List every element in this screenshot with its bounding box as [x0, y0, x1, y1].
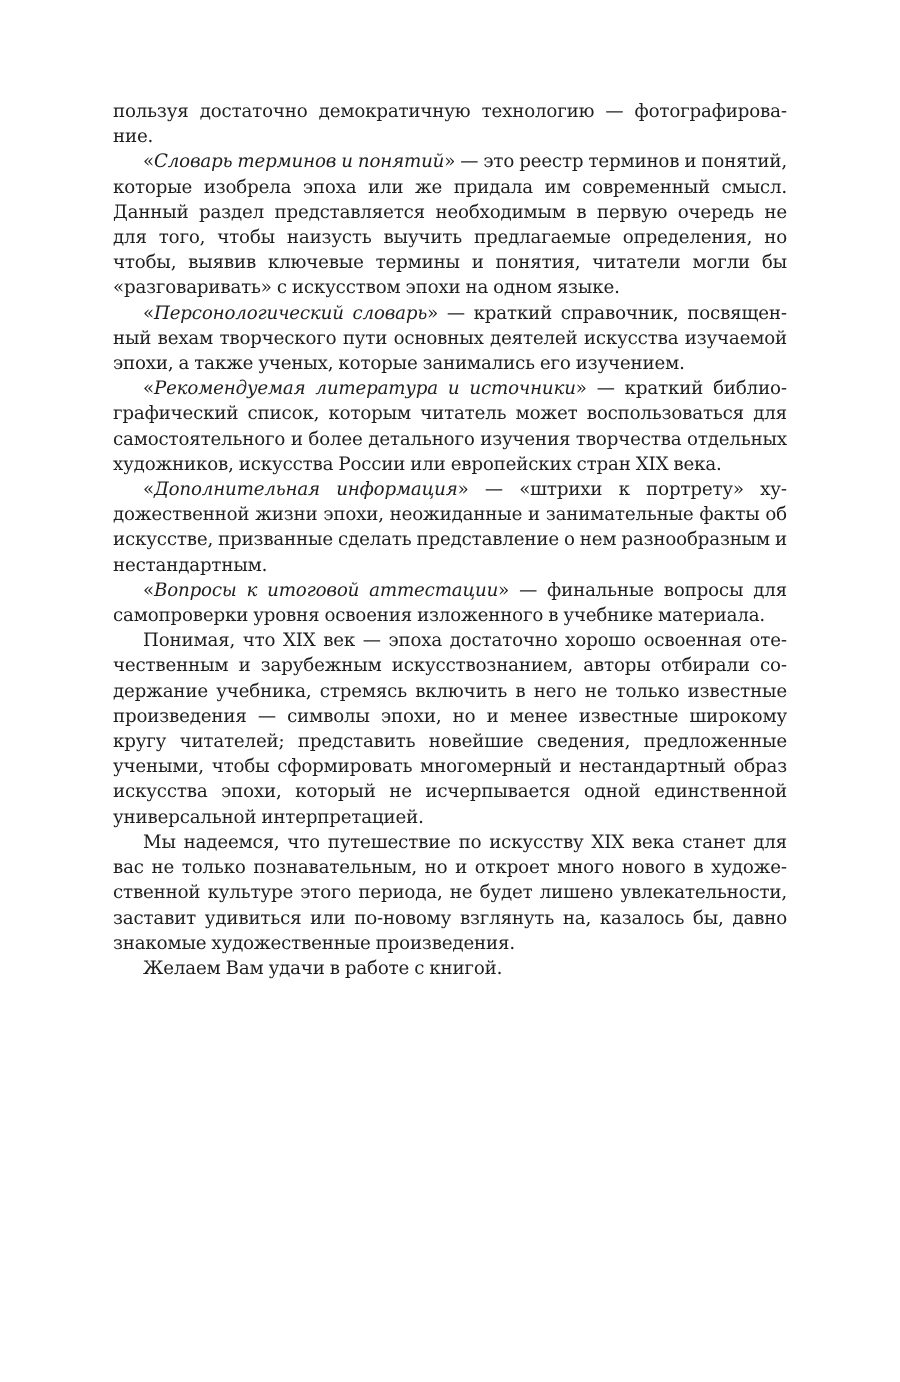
section-term-additional-info: Дополнительная информация	[153, 479, 458, 501]
close-quote: »	[444, 151, 456, 173]
paragraph-understanding	[113, 628, 787, 830]
close-quote: »	[457, 479, 469, 501]
paragraph-text: — «штрихи к портрету» художественной жизни эпохи, неожиданные и занимательные факты об искусстве, призванные сделать представление о нем разнообразным и нестандартным.	[113, 479, 788, 576]
section-term-glossary: Словарь терминов и понятий	[153, 151, 445, 173]
paragraph-text: — краткий библиографический список, которым читатель может воспользоваться для самостоятельного и более детального изучения творчества отдельных художников, искусства России или европейских стран XIX века.	[113, 378, 787, 475]
paragraph-text: — финальные вопросы для самопроверки уровня освоения изложенного в учебнике материала.	[113, 579, 787, 627]
paragraph-text: — это реестр терминов и понятий, которые изобрела эпоха или же придала им современный смысл. Данный раздел представляется необходимым в первую очередь не для того, чтобы наизусть выучить предлагаемые определения, но чтобы, выявив ключевые термины и понятия, читатели могли бы «разговаривать» с искусством эпохи на одном языке.	[113, 151, 787, 299]
paragraph-final-questions	[113, 578, 787, 628]
paragraph-glossary	[113, 149, 787, 300]
paragraph-text: Мы надеемся, что путешествие по искусству XIX века станет для вас не только познавательным, но и откроет много нового в художественной культуре этого периода, не будет лишено увлекательности, заставит удивиться или по-новому взглянуть на, казалось бы, давно знакомые художественные произведения.	[113, 831, 787, 954]
paragraph-text: Понимая, что XIX век — эпоха достаточно хорошо освоенная отечественным и зарубежным искусствознанием, авторы отбирали содержание учебника, стремясь включить в него не только известные произведения — символы эпохи, но и менее известные широкому кругу читателей; представить новейшие сведения, предложенные учеными, чтобы сформировать многомерный и нестандартный образ искусства эпохи, который не исчерпывается одной единственной универсальной интерпретацией.	[113, 630, 787, 828]
paragraph-literature	[113, 376, 787, 477]
section-term-literature: Рекомендуемая литература и источники	[153, 378, 576, 400]
open-quote: «	[143, 479, 154, 501]
paragraph-text: — краткий справочник, посвященный вехам творческого пути основных деятелей искусства изучаемой эпохи, а также ученых, которые занимались его изучением.	[113, 302, 787, 375]
open-quote: «	[143, 378, 154, 400]
section-term-persons-dictionary: Персонологический словарь	[153, 302, 428, 324]
paragraph-text: Желаем Вам удачи в работе с книгой.	[143, 957, 503, 979]
close-quote: »	[575, 378, 587, 400]
paragraph-continuation	[113, 99, 787, 149]
close-quote: »	[427, 302, 439, 324]
section-term-final-questions: Вопросы к итоговой аттестации	[153, 579, 499, 601]
open-quote: «	[143, 579, 154, 601]
paragraph-hope	[113, 830, 787, 956]
paragraph-text: пользуя достаточно демократичную технологию — фотографирование.	[113, 101, 787, 148]
close-quote: »	[498, 579, 510, 601]
open-quote: «	[143, 151, 154, 173]
paragraph-wishes	[113, 956, 787, 981]
paragraph-additional-info	[113, 477, 787, 578]
open-quote: «	[143, 302, 154, 324]
page-body	[113, 99, 787, 981]
paragraph-persons-dictionary	[113, 301, 787, 377]
